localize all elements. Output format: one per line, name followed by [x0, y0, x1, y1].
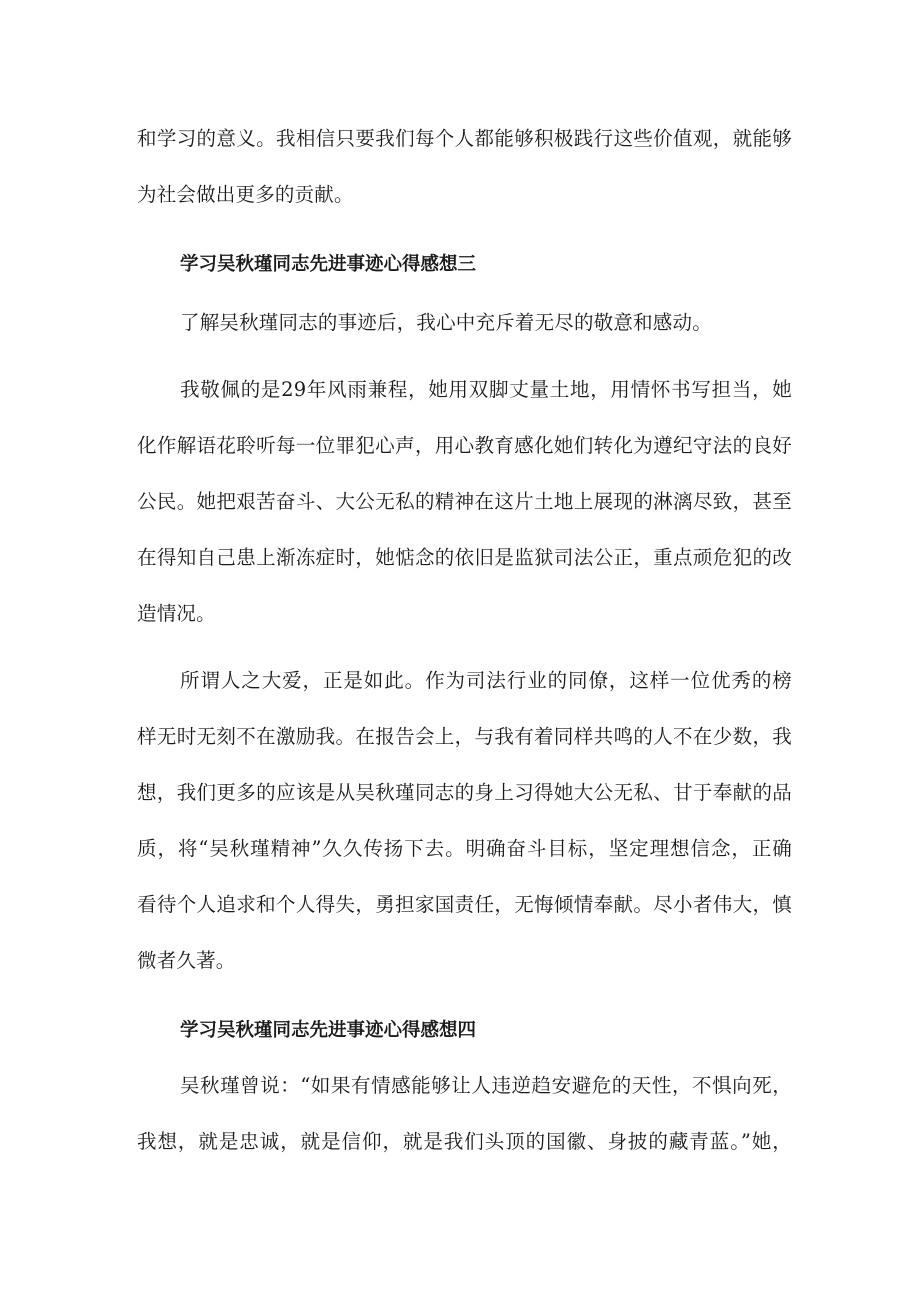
- paragraph-line: 样无时无刻不在激励我。在报告会上，与我有着同样共鸣的人不在少数，我: [137, 725, 792, 748]
- section-heading-three: 学习吴秋瑾同志先进事迹心得感想三: [180, 254, 477, 275]
- paragraph-line: 我敬佩的是29年风雨兼程，她用双脚丈量土地，用情怀书写担当，她: [180, 378, 792, 401]
- paragraph-line: 想，我们更多的应该是从吴秋瑾同志的身上习得她大公无私、甘于奉献的品: [137, 781, 792, 804]
- paragraph-line: 在得知自己患上渐冻症时，她惦念的依旧是监狱司法公正，重点顽危犯的改: [137, 546, 792, 569]
- paragraph-line: 质，将“吴秋瑾精神”久久传扬下去。明确奋斗目标，坚定理想信念，正确: [137, 837, 792, 860]
- paragraph-line: 造情况。: [137, 602, 216, 625]
- paragraph-line: 吴秋瑾曾说：“如果有情感能够让人违逆趋安避危的天性，不惧向死，: [180, 1074, 792, 1097]
- paragraph-line: 了解吴秋瑾同志的事迹后，我心中充斥着无尽的敬意和感动。: [180, 311, 712, 334]
- section-heading-four: 学习吴秋瑾同志先进事迹心得感想四: [180, 1020, 477, 1041]
- paragraph-line: 所谓人之大爱，正是如此。作为司法行业的同僚，这样一位优秀的榜: [180, 669, 792, 692]
- paragraph-line: 我想，就是忠诚，就是信仰，就是我们头顶的国徽、身披的藏青蓝。”她，: [137, 1130, 792, 1153]
- paragraph-line: 公民。她把艰苦奋斗、大公无私的精神在这片土地上展现的淋漓尽致，甚至: [137, 490, 792, 513]
- paragraph-line: 为社会做出更多的贡献。: [137, 183, 354, 206]
- paragraph-line: 化作解语花聆听每一位罪犯心声，用心教育感化她们转化为遵纪守法的良好: [137, 434, 792, 457]
- paragraph-line: 和学习的意义。我相信只要我们每个人都能够积极践行这些价值观，就能够: [137, 127, 792, 150]
- paragraph-line: 微者久著。: [137, 949, 236, 972]
- paragraph-line: 看待个人追求和个人得失，勇担家国责任，无悔倾情奉献。尽小者伟大，慎: [137, 893, 792, 916]
